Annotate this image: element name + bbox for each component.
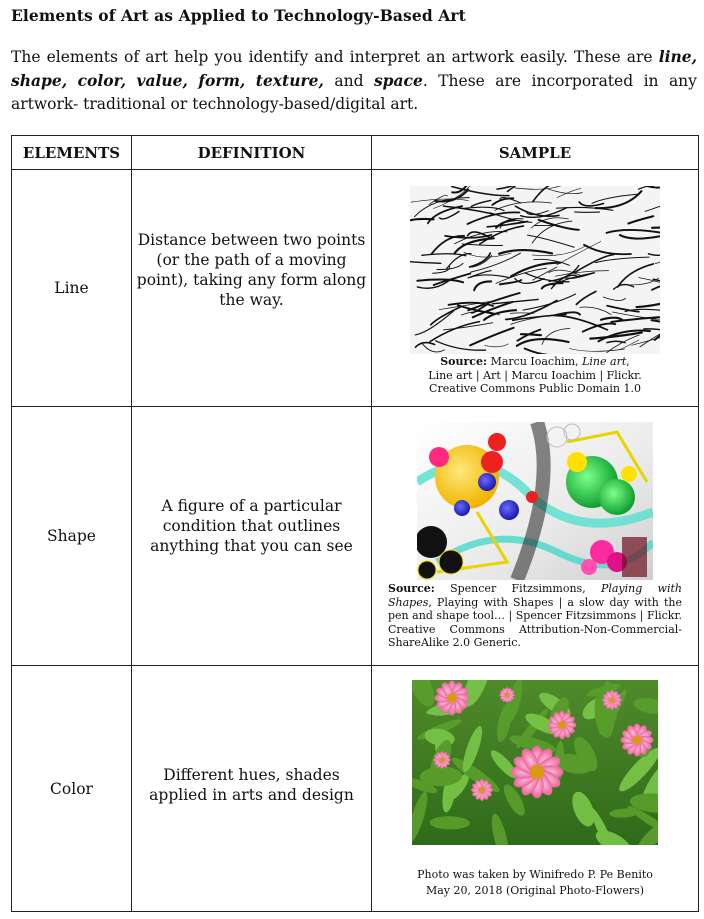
element-name: Line xyxy=(12,170,132,407)
sample-cell xyxy=(372,170,699,407)
table-header-row xyxy=(12,136,699,170)
sample-caption: Source: Marcu Ioachim, Line art, Line art | Art | Marcu Ioachim | Flickr. Creative Commons Public Domain 1.0 xyxy=(428,355,642,396)
line-art-image xyxy=(410,186,660,354)
element-definition: Different hues, shades applied in arts and design xyxy=(132,666,372,912)
element-term: space xyxy=(373,71,423,90)
table-row-shape xyxy=(12,407,699,666)
sample-caption: Photo was taken by Winifredo P. Pe Benito May 20, 2018 (Original Photo-Flowers) xyxy=(417,868,653,897)
sample-cell xyxy=(372,666,699,912)
sample-cell xyxy=(372,407,699,666)
element-term: shape, xyxy=(11,71,68,90)
element-term: line, xyxy=(658,47,697,66)
sample-caption: Source: Spencer Fitzsimmons, Playing with Shapes, Playing with Shapes | a slow day with the pen and shape tool… | Spencer Fitzsimmons | Flickr. Creative Commons Attribution-Non-Commercial-ShareAlike 2.0 Generic. xyxy=(388,582,682,650)
element-term: form, xyxy=(198,71,246,90)
element-term: value, xyxy=(136,71,188,90)
shapes-art-image xyxy=(417,422,653,580)
element-name: Color xyxy=(12,666,132,912)
element-term: texture, xyxy=(255,71,324,90)
element-definition: A figure of a particular condition that outlines anything that you can see xyxy=(132,407,372,666)
page-heading: Elements of Art as Applied to Technology-Based Art xyxy=(11,6,466,25)
element-term: color, xyxy=(77,71,127,90)
elements-table xyxy=(11,135,699,912)
table-row-color xyxy=(12,666,699,912)
header-elements: ELEMENTS xyxy=(12,136,132,170)
header-sample: SAMPLE xyxy=(372,136,699,170)
element-definition: Distance between two points (or the path of a moving point), taking any form along the way. xyxy=(132,170,372,407)
table-row-line xyxy=(12,170,699,407)
flowers-photo xyxy=(412,680,658,845)
header-definition: DEFINITION xyxy=(132,136,372,170)
element-name: Shape xyxy=(12,407,132,666)
intro-paragraph: The elements of art help you identify and interpret an artwork easily. These are line, shape, color, value, form, texture, and space. These are incorporated in any artwork- traditional or technology-based/digital art. xyxy=(11,47,697,113)
